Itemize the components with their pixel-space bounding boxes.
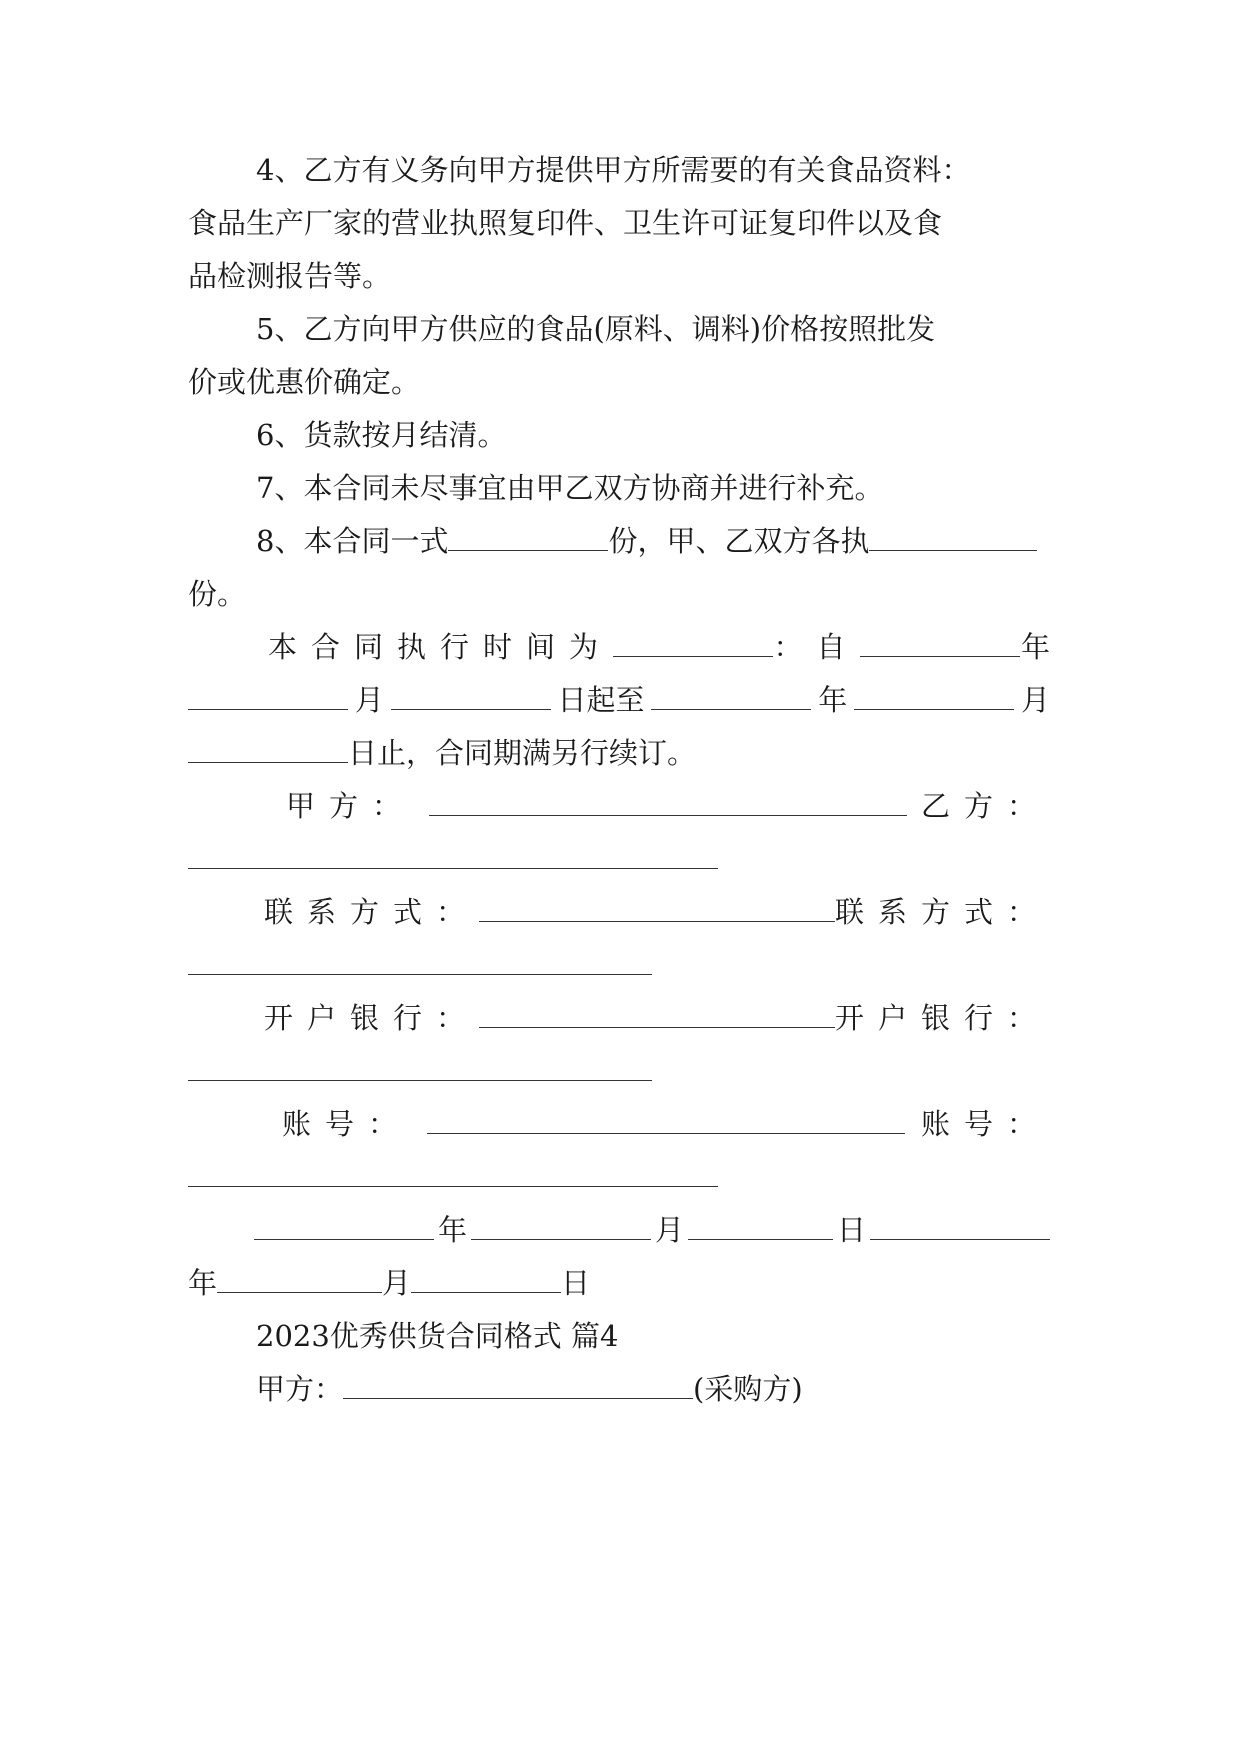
account-b-line [188,1157,1050,1197]
end-day-blank[interactable] [188,736,348,763]
contact-a-blank[interactable] [479,895,835,922]
section-title: 2023优秀供货合同格式 篇4 [256,1319,619,1353]
party-b-line [188,839,1050,879]
party-b-label: 乙方： [920,789,1050,823]
clause-8-text-b: 份，甲、乙双方各执 [608,524,870,558]
clause-4-line-1: 4、乙方有义务向甲方提供甲方所需要的有关食品资料： [256,153,971,187]
term-text-a: 本合同执行时间为 [268,630,613,664]
term-period-blank[interactable] [613,630,773,657]
account-b-blank[interactable] [188,1160,718,1187]
date-b-day-label: 日 [561,1266,591,1300]
bank-a-label: 开户银行： [264,1001,480,1035]
contact-line [188,892,1050,932]
date-a-year-label: 年 [437,1213,467,1247]
contact-b-label: 联系方式： [834,895,1050,929]
buyer-blank[interactable] [343,1372,693,1399]
buyer-label: 甲方： [256,1372,344,1406]
start-month-label: 月 [354,683,384,717]
date-a-month-label: 月 [654,1213,684,1247]
date-line-1 [188,1210,1050,1250]
clause-8-line-1 [188,521,1118,561]
date-a-year-blank[interactable] [254,1213,434,1240]
clause-7: 7、本合同未尽事宜由甲乙双方协商并进行补充。 [256,471,884,505]
date-a-day-blank[interactable] [688,1213,833,1240]
contact-b-blank[interactable] [188,948,652,975]
end-year-blank[interactable] [651,683,811,710]
date-b-year-blank[interactable] [870,1213,1050,1240]
date-b-day-blank[interactable] [411,1266,561,1293]
clause-8-line-2: 份。 [188,577,247,611]
party-a-label: 甲方： [286,789,416,823]
start-year-label: 年 [1020,630,1050,664]
term-line-2 [188,680,1050,720]
contact-a-label: 联系方式： [264,895,480,929]
date-line-2 [188,1263,1050,1303]
copies-each-blank[interactable] [869,524,1037,551]
party-line [188,786,1050,826]
account-b-label: 账号： [920,1107,1050,1141]
end-year-label: 年 [818,683,848,717]
start-day-blank[interactable] [391,683,551,710]
bank-a-blank[interactable] [479,1001,835,1028]
date-a-day-label: 日 [836,1213,866,1247]
clause-6: 6、货款按月结清。 [256,418,507,452]
start-day-label: 日起至 [557,683,645,717]
term-line-1 [188,627,1050,667]
party-b-blank[interactable] [188,842,718,869]
contact-b-line [188,945,1050,985]
date-b-month-label: 月 [382,1266,412,1300]
bank-b-blank[interactable] [188,1054,652,1081]
end-month-blank[interactable] [854,683,1014,710]
start-month-blank[interactable] [188,683,348,710]
buyer-role: (采购方) [693,1372,803,1406]
date-b-month-blank[interactable] [217,1266,382,1293]
date-a-month-blank[interactable] [471,1213,651,1240]
bank-b-label: 开户银行： [834,1001,1050,1035]
buyer-line [188,1369,1118,1409]
account-line [188,1104,1050,1144]
clause-4-line-3: 品检测报告等。 [188,259,392,293]
term-line-3 [188,733,1050,773]
term-text-b: ：自 [773,630,860,664]
end-day-label: 日止，合同期满另行续订。 [348,736,697,770]
clause-8-text-a: 8、本合同一式 [256,524,449,558]
end-month-label: 月 [1020,683,1050,717]
clause-5-line-1: 5、乙方向甲方供应的食品(原料、调料)价格按照批发 [256,312,936,346]
clause-5-line-2: 价或优惠价确定。 [188,365,421,399]
party-a-blank[interactable] [429,789,907,816]
account-a-blank[interactable] [427,1107,905,1134]
bank-b-line [188,1051,1050,1091]
date-b-year-label: 年 [188,1266,218,1300]
bank-line [188,998,1050,1038]
clause-4-line-2: 食品生产厂家的营业执照复印件、卫生许可证复印件以及食 [188,206,943,240]
account-a-label: 账号： [282,1107,412,1141]
start-year-blank[interactable] [860,630,1020,657]
copies-total-blank[interactable] [448,524,608,551]
